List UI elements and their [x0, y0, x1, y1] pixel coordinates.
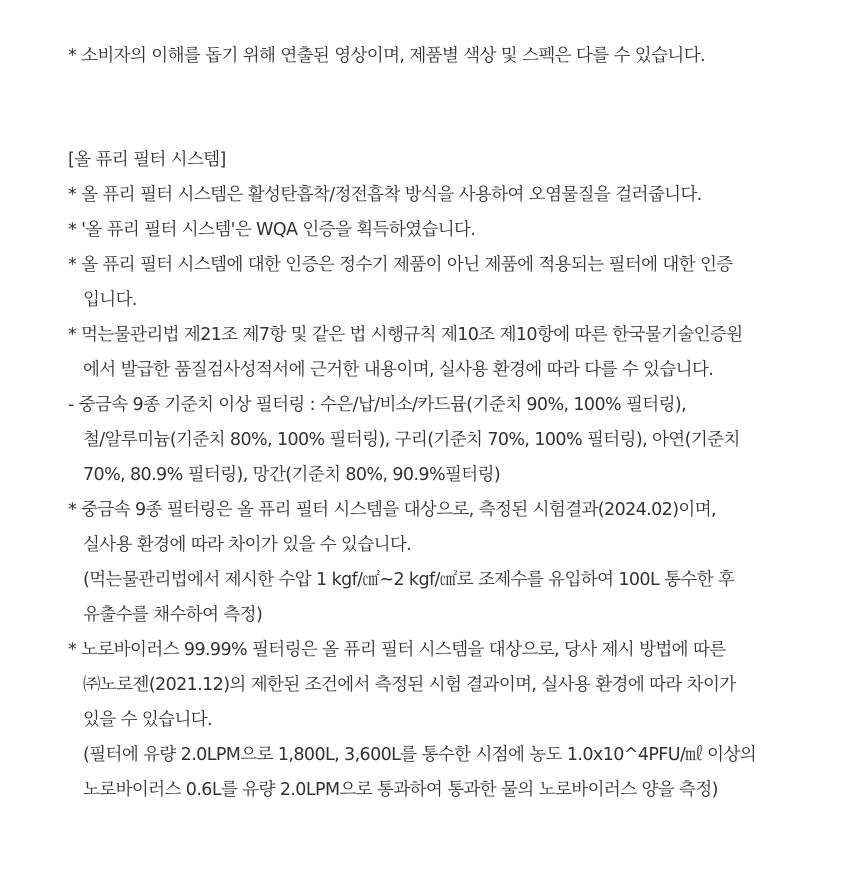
note-line: * 올 퓨리 필터 시스템에 대한 인증은 정수기 제품이 아닌 제품에 적용되는 필터에 대한 인증 [68, 255, 733, 275]
section-title: [올 퓨리 필터 시스템] [68, 150, 226, 170]
note-line-continued: (먹는물관리법에서 제시한 수압 1 kgf/㎠~2 kgf/㎠로 조제수를 유입하여 100L 통수한 후 [83, 570, 735, 590]
note-line: * 중금속 9종 필터링은 올 퓨리 필터 시스템을 대상으로, 측정된 시험결과(2024.02)이며, [68, 500, 717, 520]
note-line-continued: (필터에 유량 2.0LPM으로 1,800L, 3,600L를 통수한 시점에 농도 1.0x10^4PFU/㎖ 이상의 [83, 745, 757, 765]
note-line-continued: 철/알루미늄(기준치 80%, 100% 필터링), 구리(기준치 70%, 100% 필터링), 아연(기준치 [83, 430, 740, 450]
note-line: * 노로바이러스 99.99% 필터링은 올 퓨리 필터 시스템을 대상으로, 당사 제시 방법에 따른 [68, 640, 726, 660]
note-line-continued: 있을 수 있습니다. [83, 710, 213, 730]
note-line-continued: 실사용 환경에 따라 차이가 있을 수 있습니다. [83, 535, 412, 555]
intro-note: * 소비자의 이해를 돕기 위해 연출된 영상이며, 제품별 색상 및 스펙은 다를 수 있습니다. [68, 46, 705, 66]
note-line: * '올 퓨리 필터 시스템'은 WQA 인증을 획득하였습니다. [68, 220, 476, 240]
note-line-continued: 유출수를 채수하여 측정) [83, 605, 263, 625]
note-line-continued: 70%, 80.9% 필터링), 망간(기준치 80%, 90.9%필터링) [83, 465, 501, 485]
note-line-continued: 에서 발급한 품질검사성적서에 근거한 내용이며, 실사용 환경에 따라 다를 수 있습니다. [83, 360, 714, 380]
note-line: - 중금속 9종 기준치 이상 필터링 : 수은/납/비소/카드뮴(기준치 90%, 100% 필터링), [68, 395, 687, 415]
note-line-continued: ㈜노로젠(2021.12)의 제한된 조건에서 측정된 시험 결과이며, 실사용 환경에 따라 차이가 [83, 675, 736, 695]
note-line-continued: 노로바이러스 0.6L를 유량 2.0LPM으로 통과하여 통과한 물의 노로바이러스 양을 측정) [83, 780, 718, 800]
note-line: * 먹는물관리법 제21조 제7항 및 같은 법 시행규칙 제10조 제10항에 따른 한국물기술인증원 [68, 325, 743, 345]
note-line-continued: 입니다. [83, 290, 137, 310]
note-line: * 올 퓨리 필터 시스템은 활성탄흡착/정전흡착 방식을 사용하여 오염물질을 걸러줍니다. [68, 185, 702, 205]
